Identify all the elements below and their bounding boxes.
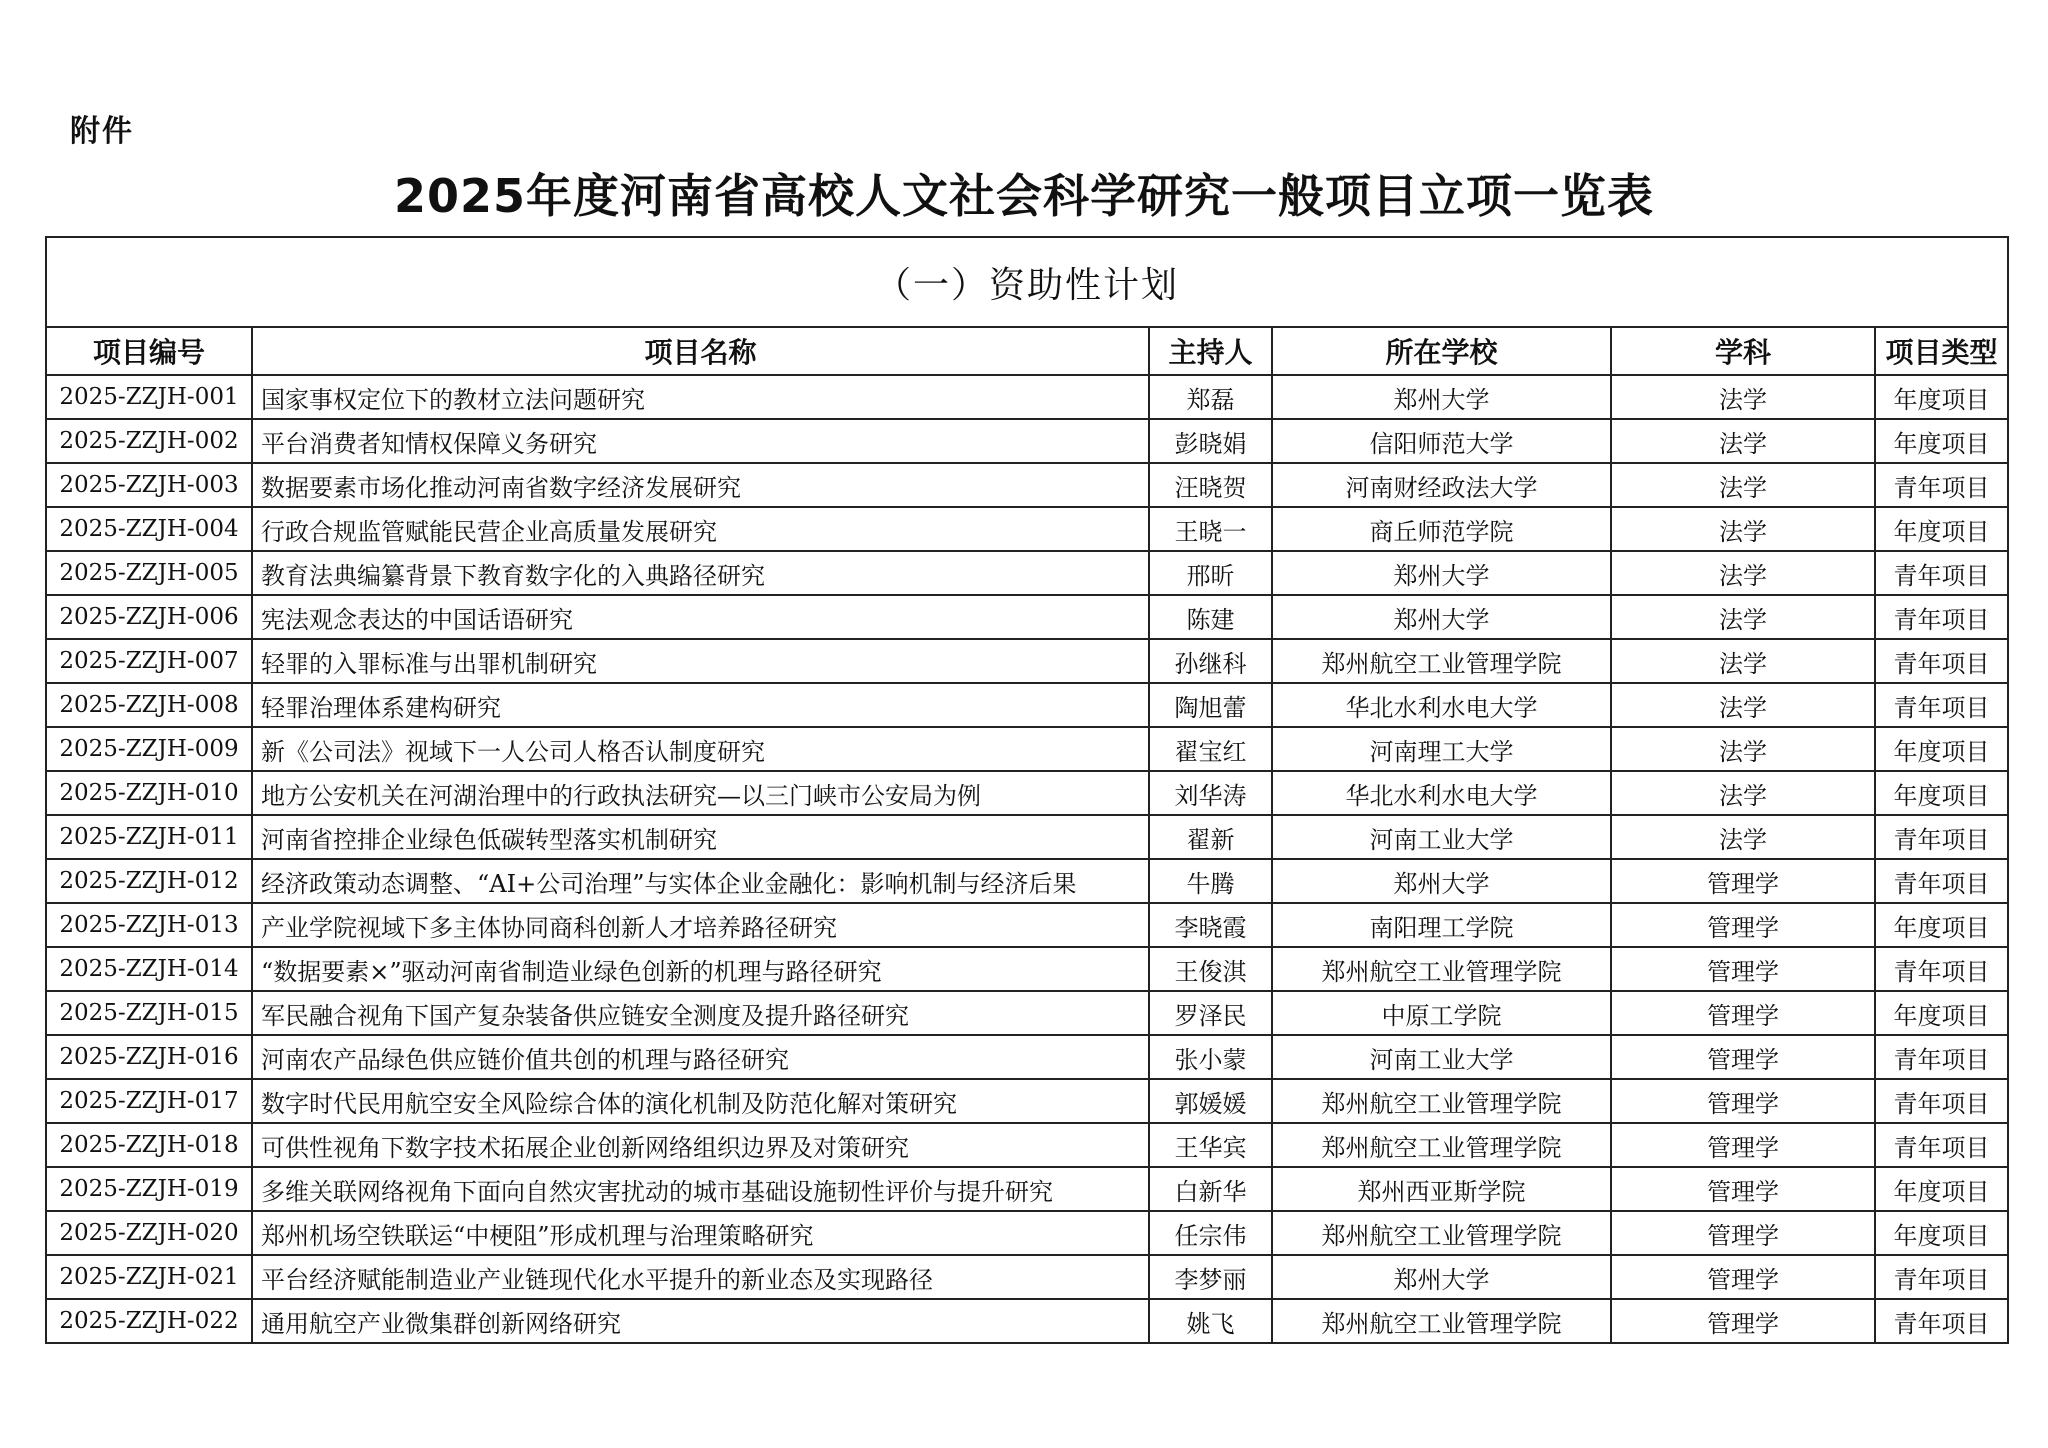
cell-school: 河南工业大学	[1272, 815, 1611, 859]
cell-school: 郑州大学	[1272, 1255, 1611, 1299]
col-header-id: 项目编号	[46, 327, 252, 375]
cell-subject: 管理学	[1611, 1255, 1875, 1299]
cell-leader: 牛腾	[1149, 859, 1272, 903]
cell-type: 青年项目	[1875, 595, 2008, 639]
cell-name: 数字时代民用航空安全风险综合体的演化机制及防范化解对策研究	[252, 1079, 1149, 1123]
cell-subject: 管理学	[1611, 1167, 1875, 1211]
table-row	[46, 1211, 2008, 1255]
table-row	[46, 551, 2008, 595]
cell-name: 多维关联网络视角下面向自然灾害扰动的城市基础设施韧性评价与提升研究	[252, 1167, 1149, 1211]
cell-school: 郑州航空工业管理学院	[1272, 639, 1611, 683]
cell-school: 郑州大学	[1272, 551, 1611, 595]
col-header-school: 所在学校	[1272, 327, 1611, 375]
cell-type: 青年项目	[1875, 815, 2008, 859]
cell-leader: 王晓一	[1149, 507, 1272, 551]
cell-type: 年度项目	[1875, 1167, 2008, 1211]
cell-subject: 管理学	[1611, 991, 1875, 1035]
cell-school: 郑州大学	[1272, 859, 1611, 903]
cell-id: 2025-ZZJH-011	[46, 815, 252, 859]
cell-name: 新《公司法》视域下一人公司人格否认制度研究	[252, 727, 1149, 771]
cell-id: 2025-ZZJH-004	[46, 507, 252, 551]
table-row	[46, 639, 2008, 683]
cell-type: 青年项目	[1875, 551, 2008, 595]
cell-id: 2025-ZZJH-014	[46, 947, 252, 991]
cell-subject: 法学	[1611, 507, 1875, 551]
cell-school: 郑州航空工业管理学院	[1272, 1299, 1611, 1343]
table-row	[46, 859, 2008, 903]
cell-name: 宪法观念表达的中国话语研究	[252, 595, 1149, 639]
cell-name: 军民融合视角下国产复杂装备供应链安全测度及提升路径研究	[252, 991, 1149, 1035]
cell-leader: 任宗伟	[1149, 1211, 1272, 1255]
table-row	[46, 595, 2008, 639]
cell-type: 青年项目	[1875, 947, 2008, 991]
cell-subject: 法学	[1611, 683, 1875, 727]
cell-type: 年度项目	[1875, 991, 2008, 1035]
cell-name: 郑州机场空铁联运“中梗阻”形成机理与治理策略研究	[252, 1211, 1149, 1255]
cell-subject: 管理学	[1611, 1035, 1875, 1079]
cell-id: 2025-ZZJH-015	[46, 991, 252, 1035]
cell-name: 平台消费者知情权保障义务研究	[252, 419, 1149, 463]
cell-school: 郑州航空工业管理学院	[1272, 1123, 1611, 1167]
table-row	[46, 463, 2008, 507]
cell-subject: 管理学	[1611, 1211, 1875, 1255]
table-row	[46, 771, 2008, 815]
cell-id: 2025-ZZJH-002	[46, 419, 252, 463]
cell-leader: 翟新	[1149, 815, 1272, 859]
cell-leader: 罗泽民	[1149, 991, 1272, 1035]
cell-name: 河南农产品绿色供应链价值共创的机理与路径研究	[252, 1035, 1149, 1079]
table-row	[46, 991, 2008, 1035]
table-row	[46, 1079, 2008, 1123]
cell-type: 青年项目	[1875, 1255, 2008, 1299]
cell-leader: 刘华涛	[1149, 771, 1272, 815]
cell-leader: 郭媛媛	[1149, 1079, 1272, 1123]
cell-id: 2025-ZZJH-018	[46, 1123, 252, 1167]
cell-id: 2025-ZZJH-008	[46, 683, 252, 727]
cell-id: 2025-ZZJH-009	[46, 727, 252, 771]
cell-type: 青年项目	[1875, 1299, 2008, 1343]
cell-leader: 孙继科	[1149, 639, 1272, 683]
cell-name: 平台经济赋能制造业产业链现代化水平提升的新业态及实现路径	[252, 1255, 1149, 1299]
cell-name: 轻罪的入罪标准与出罪机制研究	[252, 639, 1149, 683]
cell-type: 青年项目	[1875, 859, 2008, 903]
cell-school: 华北水利水电大学	[1272, 771, 1611, 815]
cell-name: 轻罪治理体系建构研究	[252, 683, 1149, 727]
cell-type: 年度项目	[1875, 507, 2008, 551]
cell-school: 中原工学院	[1272, 991, 1611, 1035]
cell-subject: 法学	[1611, 771, 1875, 815]
cell-subject: 法学	[1611, 727, 1875, 771]
cell-subject: 法学	[1611, 419, 1875, 463]
table-row	[46, 1255, 2008, 1299]
cell-leader: 邢昕	[1149, 551, 1272, 595]
cell-name: “数据要素×”驱动河南省制造业绿色创新的机理与路径研究	[252, 947, 1149, 991]
section-title: （一）资助性计划	[46, 237, 2008, 327]
cell-id: 2025-ZZJH-007	[46, 639, 252, 683]
header-row	[46, 327, 2008, 375]
cell-school: 华北水利水电大学	[1272, 683, 1611, 727]
cell-type: 青年项目	[1875, 1079, 2008, 1123]
page-title: 2025年度河南省高校人文社会科学研究一般项目立项一览表	[393, 169, 1655, 223]
cell-subject: 管理学	[1611, 1079, 1875, 1123]
col-header-leader: 主持人	[1149, 327, 1272, 375]
cell-name: 数据要素市场化推动河南省数字经济发展研究	[252, 463, 1149, 507]
cell-subject: 管理学	[1611, 1299, 1875, 1343]
cell-type: 青年项目	[1875, 463, 2008, 507]
cell-name: 产业学院视域下多主体协同商科创新人才培养路径研究	[252, 903, 1149, 947]
cell-leader: 彭晓娟	[1149, 419, 1272, 463]
cell-school: 河南理工大学	[1272, 727, 1611, 771]
cell-type: 年度项目	[1875, 771, 2008, 815]
cell-school: 郑州大学	[1272, 375, 1611, 419]
cell-subject: 管理学	[1611, 947, 1875, 991]
cell-subject: 管理学	[1611, 903, 1875, 947]
cell-name: 通用航空产业微集群创新网络研究	[252, 1299, 1149, 1343]
cell-school: 河南工业大学	[1272, 1035, 1611, 1079]
cell-leader: 翟宝红	[1149, 727, 1272, 771]
cell-school: 商丘师范学院	[1272, 507, 1611, 551]
cell-leader: 陶旭蕾	[1149, 683, 1272, 727]
cell-type: 年度项目	[1875, 903, 2008, 947]
cell-id: 2025-ZZJH-013	[46, 903, 252, 947]
cell-subject: 法学	[1611, 463, 1875, 507]
cell-school: 河南财经政法大学	[1272, 463, 1611, 507]
cell-name: 行政合规监管赋能民营企业高质量发展研究	[252, 507, 1149, 551]
cell-type: 青年项目	[1875, 1123, 2008, 1167]
cell-name: 国家事权定位下的教材立法问题研究	[252, 375, 1149, 419]
cell-id: 2025-ZZJH-001	[46, 375, 252, 419]
cell-id: 2025-ZZJH-010	[46, 771, 252, 815]
cell-leader: 汪晓贺	[1149, 463, 1272, 507]
table-row	[46, 419, 2008, 463]
cell-id: 2025-ZZJH-006	[46, 595, 252, 639]
cell-leader: 张小蒙	[1149, 1035, 1272, 1079]
cell-school: 郑州航空工业管理学院	[1272, 1211, 1611, 1255]
cell-subject: 管理学	[1611, 1123, 1875, 1167]
table-row	[46, 683, 2008, 727]
cell-subject: 法学	[1611, 375, 1875, 419]
cell-school: 信阳师范大学	[1272, 419, 1611, 463]
cell-name: 经济政策动态调整、“AI+公司治理”与实体企业金融化：影响机制与经济后果	[252, 859, 1149, 903]
cell-type: 青年项目	[1875, 683, 2008, 727]
cell-id: 2025-ZZJH-019	[46, 1167, 252, 1211]
projects-table	[45, 236, 2009, 1344]
cell-type: 年度项目	[1875, 375, 2008, 419]
table-row	[46, 815, 2008, 859]
cell-subject: 管理学	[1611, 859, 1875, 903]
table-row	[46, 903, 2008, 947]
cell-leader: 姚飞	[1149, 1299, 1272, 1343]
cell-leader: 郑磊	[1149, 375, 1272, 419]
table-row	[46, 1299, 2008, 1343]
table-row	[46, 1123, 2008, 1167]
attachment-label: 附件	[70, 114, 134, 149]
cell-id: 2025-ZZJH-003	[46, 463, 252, 507]
col-header-name: 项目名称	[252, 327, 1149, 375]
cell-id: 2025-ZZJH-005	[46, 551, 252, 595]
table-row	[46, 507, 2008, 551]
cell-leader: 王华宾	[1149, 1123, 1272, 1167]
cell-subject: 法学	[1611, 815, 1875, 859]
cell-id: 2025-ZZJH-017	[46, 1079, 252, 1123]
cell-subject: 法学	[1611, 551, 1875, 595]
cell-name: 地方公安机关在河湖治理中的行政执法研究—以三门峡市公安局为例	[252, 771, 1149, 815]
cell-leader: 王俊淇	[1149, 947, 1272, 991]
cell-type: 年度项目	[1875, 1211, 2008, 1255]
cell-id: 2025-ZZJH-021	[46, 1255, 252, 1299]
cell-leader: 白新华	[1149, 1167, 1272, 1211]
cell-name: 河南省控排企业绿色低碳转型落实机制研究	[252, 815, 1149, 859]
cell-subject: 法学	[1611, 639, 1875, 683]
cell-name: 可供性视角下数字技术拓展企业创新网络组织边界及对策研究	[252, 1123, 1149, 1167]
cell-school: 南阳理工学院	[1272, 903, 1611, 947]
cell-subject: 法学	[1611, 595, 1875, 639]
cell-id: 2025-ZZJH-012	[46, 859, 252, 903]
cell-school: 郑州航空工业管理学院	[1272, 947, 1611, 991]
cell-school: 郑州航空工业管理学院	[1272, 1079, 1611, 1123]
cell-leader: 李梦丽	[1149, 1255, 1272, 1299]
table-row	[46, 947, 2008, 991]
table-row	[46, 375, 2008, 419]
cell-leader: 陈建	[1149, 595, 1272, 639]
cell-type: 年度项目	[1875, 727, 2008, 771]
section-row	[46, 237, 2008, 327]
col-header-type: 项目类型	[1875, 327, 2008, 375]
table-row	[46, 727, 2008, 771]
table-row	[46, 1035, 2008, 1079]
cell-school: 郑州大学	[1272, 595, 1611, 639]
cell-name: 教育法典编纂背景下教育数字化的入典路径研究	[252, 551, 1149, 595]
cell-id: 2025-ZZJH-020	[46, 1211, 252, 1255]
cell-type: 年度项目	[1875, 419, 2008, 463]
table-row	[46, 1167, 2008, 1211]
cell-id: 2025-ZZJH-016	[46, 1035, 252, 1079]
cell-type: 青年项目	[1875, 1035, 2008, 1079]
cell-leader: 李晓霞	[1149, 903, 1272, 947]
col-header-subject: 学科	[1611, 327, 1875, 375]
cell-school: 郑州西亚斯学院	[1272, 1167, 1611, 1211]
cell-id: 2025-ZZJH-022	[46, 1299, 252, 1343]
cell-type: 青年项目	[1875, 639, 2008, 683]
